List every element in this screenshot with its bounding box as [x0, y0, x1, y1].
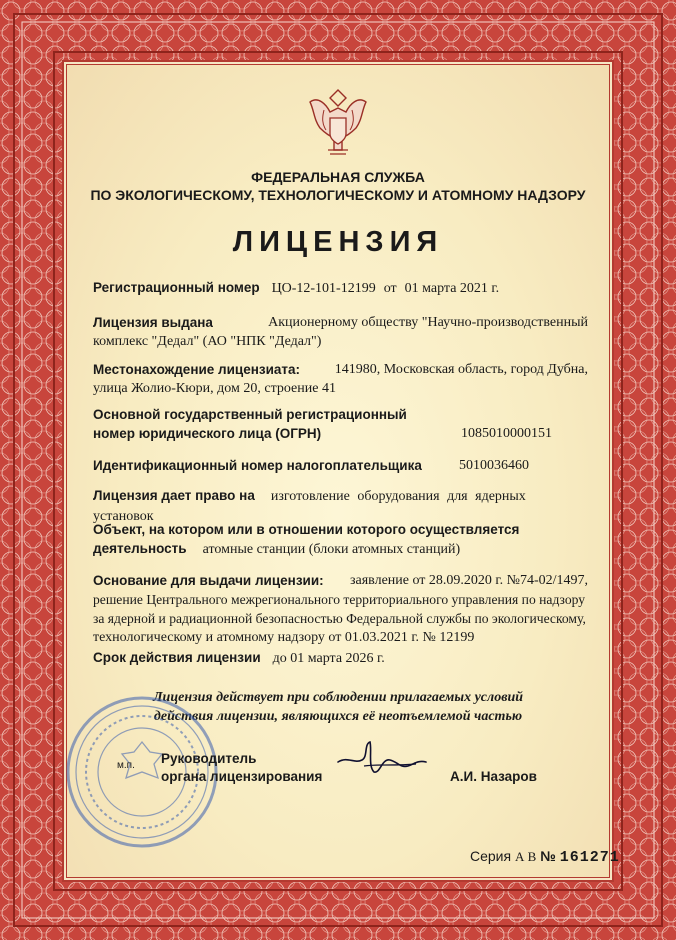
location-value-1: 141980, Московская область, город Дубна,: [334, 362, 588, 377]
registration-number: ЦО-12-101-12199: [271, 281, 376, 296]
validity-row: [93, 648, 588, 668]
ogrn-value: 1085010000151: [461, 426, 552, 441]
location-value-2: улица Жолио-Кюри, дом 20, строение 41: [93, 381, 336, 396]
series-block: [470, 848, 620, 866]
inn-row: [93, 456, 588, 475]
registration-label: Регистрационный номер: [93, 280, 260, 295]
signatory-name: А.И. Назаров: [450, 769, 537, 784]
basis-value-1: заявление от 28.09.2020 г. №74-02/1497,: [349, 573, 588, 588]
serial-number: 161271: [559, 849, 620, 866]
series-label: Серия: [470, 848, 512, 864]
number-sign: №: [540, 848, 556, 864]
location-label: Местонахождение лицензиата:: [93, 362, 300, 377]
object-value: атомные станции (блоки атомных станций): [202, 542, 461, 557]
issuing-authority: [62, 168, 614, 204]
registration-row: [93, 278, 588, 298]
right-value: изготовление оборудования для ядерных установок: [93, 489, 526, 524]
ogrn-label-2: номер юридического лица (ОГРН): [93, 426, 322, 441]
inn-value: 5010036460: [459, 458, 529, 473]
issued-to-value-2: комплекс "Дедал" (АО "НПК "Дедал"): [93, 334, 322, 349]
basis-value-3: за ядерной и радиационной безопасностью Федеральной службы по экологическому,: [93, 611, 586, 626]
series-code: А В: [514, 849, 537, 864]
basis-value-4: технологическому и атомному надзору от 01.03.2021 г. № 12199: [93, 630, 475, 645]
object-label-2: деятельность: [93, 541, 187, 556]
document-title: ЛИЦЕНЗИЯ: [232, 226, 444, 258]
location-row: [93, 360, 588, 398]
validity-value: до 01 марта 2026 г.: [272, 651, 385, 666]
handwritten-signature: [334, 736, 430, 784]
basis-value-2: решение Центрального межрегионального территориального управления по надзору: [93, 592, 586, 607]
signatory-title-1: Руководитель: [161, 751, 257, 766]
inn-label: Идентификационный номер налогоплательщика: [93, 458, 422, 473]
signatory-title: [161, 750, 322, 786]
issued-to-label: Лицензия выдана: [93, 315, 213, 330]
conditions-line-2: действия лицензии, являющихся её неотъемлемой частью: [153, 709, 523, 724]
issued-to-value-1: Акционерному обществу "Научно-производственный: [268, 315, 588, 330]
seal-place-mark: м.п.: [117, 760, 135, 771]
object-row: [93, 520, 588, 559]
conditions-line-1: Лицензия действует при соблюдении прилагаемых условий: [152, 690, 524, 705]
issued-to-row: [93, 313, 588, 351]
coat-of-arms-icon: [300, 84, 376, 160]
basis-row: [93, 571, 588, 647]
ogrn-label-1: Основной государственный регистрационный: [93, 407, 407, 422]
object-label-1: Объект, на котором или в отношении которого осуществляется: [93, 522, 520, 537]
registration-date: 01 марта 2021 г.: [404, 281, 500, 296]
validity-label: Срок действия лицензии: [93, 650, 261, 665]
authority-line-1: ФЕДЕРАЛЬНАЯ СЛУЖБА: [251, 169, 425, 185]
ogrn-row: [93, 405, 588, 443]
basis-label: Основание для выдачи лицензии:: [93, 573, 324, 588]
registration-from: от: [383, 281, 397, 296]
authority-line-2: ПО ЭКОЛОГИЧЕСКОМУ, ТЕХНОЛОГИЧЕСКОМУ И АТОМНОМУ НАДЗОРУ: [90, 187, 586, 203]
signatory-title-2: органа лицензирования: [161, 769, 323, 784]
right-label: Лицензия дает право на: [93, 488, 255, 503]
